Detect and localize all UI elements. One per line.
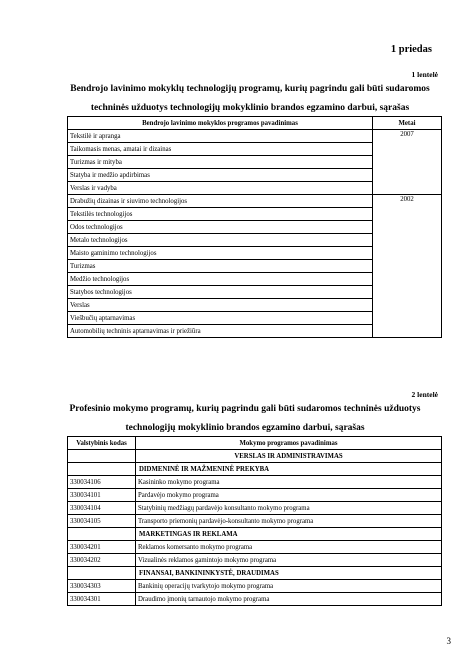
table-row — [68, 515, 442, 528]
table1-label: 1 lentelė — [411, 70, 438, 79]
program-code: 330034202 — [68, 554, 136, 567]
group-title: DIDMENINĖ IR MAŽMENINĖ PREKYBA — [136, 463, 442, 476]
group-row — [68, 567, 442, 580]
table2-header-row — [68, 437, 442, 450]
program-name: Draudimo įmonių tarnautojo mokymo programa — [136, 593, 442, 606]
program-name: Turizmas — [68, 260, 373, 273]
program-code: 330034301 — [68, 593, 136, 606]
group-spacer — [68, 567, 136, 580]
annex-label: 1 priedas — [390, 44, 432, 55]
table2-col-code: Valstybinis kodas — [68, 437, 136, 450]
section-spacer — [68, 450, 136, 463]
program-name: Automobilių techninis aptarnavimas ir priežiūra — [68, 325, 373, 338]
table-row — [68, 541, 442, 554]
program-name: Drabužių dizainas ir siuvimo technologijos — [68, 195, 373, 208]
program-name: Verslas ir vadyba — [68, 182, 373, 195]
table-row — [68, 489, 442, 502]
program-name: Verslas — [68, 299, 373, 312]
page-number: 3 — [446, 636, 451, 646]
table2 — [67, 436, 442, 606]
program-name: Statybos technologijos — [68, 286, 373, 299]
program-name: Tekstilė ir apranga — [68, 130, 373, 143]
program-name: Transporto priemonių pardavėjo-konsultanto mokymo programa — [136, 515, 442, 528]
program-code: 330034201 — [68, 541, 136, 554]
program-name: Statyba ir medžio apdirbimas — [68, 169, 373, 182]
program-name: Pardavėjo mokymo programa — [136, 489, 442, 502]
program-code: 330034101 — [68, 489, 136, 502]
table-row — [68, 195, 442, 208]
program-name: Kasininko mokymo programa — [136, 476, 442, 489]
program-code: 330034303 — [68, 580, 136, 593]
group-row — [68, 528, 442, 541]
table2-title — [48, 400, 442, 438]
table-row — [68, 502, 442, 515]
table-row — [68, 593, 442, 606]
table1-col-program: Bendrojo lavinimo mokyklos programos pavadinimas — [68, 117, 373, 130]
table-row — [68, 130, 442, 143]
program-year: 2007 — [373, 130, 442, 195]
program-name: Taikomasis menas, amatai ir dizainas — [68, 143, 373, 156]
table-row — [68, 476, 442, 489]
program-year: 2002 — [373, 195, 442, 338]
program-name: Tekstilės technologijos — [68, 208, 373, 221]
program-name: Odos technologijos — [68, 221, 373, 234]
table1-title-line2: techninės užduotys technologijų mokyklinio brandos egzamino darbui, sąrašas — [90, 103, 410, 113]
table1-title-line1: Bendrojo lavinimo mokyklų technologijų programų, kurių pagrindu gali būti sudaromos — [70, 84, 430, 94]
table2-title-line2: technologijų mokyklinio brandos egzamino darbui, sąrašas — [125, 423, 365, 433]
table2-col-name: Mokymo programos pavadinimas — [136, 437, 442, 450]
group-spacer — [68, 528, 136, 541]
program-name: Maisto gaminimo technologijos — [68, 247, 373, 260]
group-title: MARKETINGAS IR REKLAMA — [136, 528, 442, 541]
table1-title — [58, 80, 442, 118]
program-code: 330034106 — [68, 476, 136, 489]
table2-label: 2 lentelė — [411, 390, 438, 399]
program-name: Statybinių medžiagų pardavėjo konsultanto mokymo programa — [136, 502, 442, 515]
program-name: Viešbučių aptarnavimas — [68, 312, 373, 325]
program-name: Bankinių operacijų tvarkytojo mokymo programa — [136, 580, 442, 593]
group-title: FINANSAI, BANKININKYSTĖ, DRAUDIMAS — [136, 567, 442, 580]
table1 — [67, 116, 442, 338]
table1-header-row — [68, 117, 442, 130]
table-row — [68, 554, 442, 567]
group-spacer — [68, 463, 136, 476]
program-name: Turizmas ir mityba — [68, 156, 373, 169]
section-title: VERSLAS IR ADMINISTRAVIMAS — [136, 450, 442, 463]
table-row — [68, 580, 442, 593]
program-code: 330034104 — [68, 502, 136, 515]
program-name: Metalo technologijos — [68, 234, 373, 247]
program-name: Medžio technologijos — [68, 273, 373, 286]
group-row — [68, 463, 442, 476]
program-name: Vizualinės reklamos gamintojo mokymo programa — [136, 554, 442, 567]
program-name: Reklamos komersanto mokymo programa — [136, 541, 442, 554]
table1-col-year: Metai — [373, 117, 442, 130]
table2-title-line1: Profesinio mokymo programų, kurių pagrindu gali būti sudaromos techninės užduotys — [69, 404, 421, 414]
section-row — [68, 450, 442, 463]
program-code: 330034105 — [68, 515, 136, 528]
